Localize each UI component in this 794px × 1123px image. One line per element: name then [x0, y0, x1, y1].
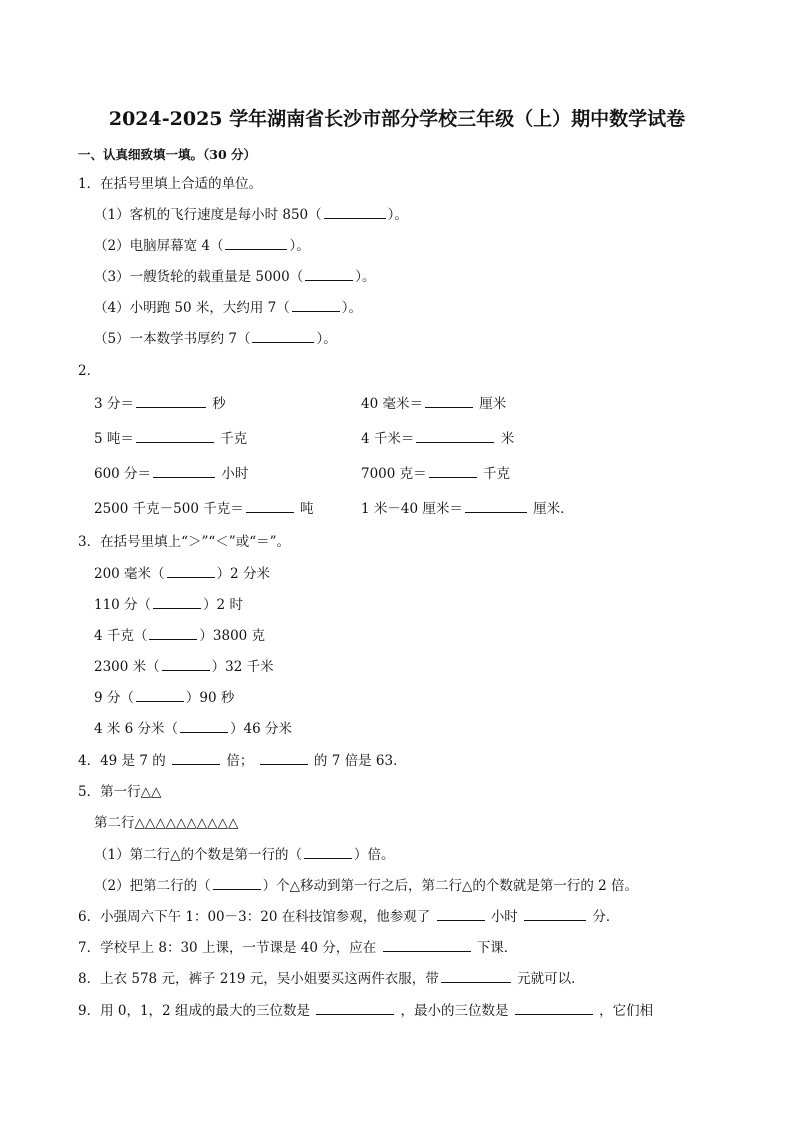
item-text: 秒	[212, 396, 226, 412]
question-2-right-4	[361, 499, 574, 518]
item-text: 吨	[300, 501, 314, 517]
item-text: （2）电脑屏幕宽 4（	[94, 238, 224, 254]
question-5-row1: 5．第一行△△	[78, 784, 162, 800]
item-text: （5）一本数学书厚约 7（	[94, 331, 251, 347]
question-1-item-1	[94, 205, 408, 224]
item-text: 110 分（	[94, 597, 152, 613]
item-text: 厘米	[479, 396, 507, 412]
answer-blank[interactable]	[441, 969, 511, 983]
item-text: ）倍。	[353, 847, 395, 863]
question-2-right-1	[361, 394, 506, 413]
item-text: 厘米．	[533, 501, 574, 517]
question-2-left-2	[94, 429, 247, 448]
item-text: 6．小强周六下午 1：00－3：20 在科技馆参观，他参观了	[78, 909, 431, 925]
item-text: 下课．	[476, 940, 518, 956]
question-3-stem: 3．在括号里填上“＞”“＜”或“＝”。	[78, 534, 290, 550]
item-text: 8．上衣 578 元，裤子 219 元，吴小姐要买这两件衣服，带	[78, 971, 439, 987]
item-text: 4 米 6 分米（	[94, 721, 179, 737]
question-2-left-4	[94, 499, 314, 518]
item-text: ）。	[289, 238, 310, 254]
question-1-stem: 1．在括号里填上合适的单位。	[78, 176, 263, 192]
answer-blank[interactable]	[213, 876, 261, 890]
item-text: 分．	[592, 909, 620, 925]
answer-blank[interactable]	[425, 394, 473, 408]
question-1-item-4	[94, 298, 362, 317]
question-5-sub-2	[94, 876, 638, 895]
item-text: 小时	[221, 466, 249, 482]
answer-blank[interactable]	[162, 657, 210, 671]
answer-blank[interactable]	[149, 626, 197, 640]
item-text: ）。	[355, 269, 376, 285]
item-text: ，最小的三位数是	[400, 1003, 509, 1019]
answer-blank[interactable]	[153, 464, 215, 478]
answer-blank[interactable]	[136, 429, 214, 443]
item-text: 9 分（	[94, 690, 134, 706]
item-text: 4．49 是 7 的	[78, 753, 166, 769]
question-4	[78, 751, 407, 770]
answer-blank[interactable]	[252, 329, 314, 343]
item-text: 2500 千克－500 千克＝	[94, 501, 244, 517]
item-text: ）。	[387, 207, 408, 223]
answer-blank[interactable]	[153, 595, 201, 609]
question-5-row2: 第二行△△△△△△△△△△	[94, 815, 239, 831]
item-text: （2）把第二行的（	[94, 878, 211, 894]
answer-blank[interactable]	[172, 751, 220, 765]
answer-blank[interactable]	[292, 298, 340, 312]
item-text: ）32 千米	[211, 659, 274, 675]
question-1-item-2	[94, 236, 310, 255]
question-1-item-3	[94, 267, 376, 286]
question-9	[78, 1001, 653, 1020]
page-title: 2024-2025 学年湖南省长沙市部分学校三年级（上）期中数学试卷	[108, 108, 686, 130]
item-text: 7000 克＝	[361, 466, 427, 482]
answer-blank[interactable]	[180, 719, 228, 733]
answer-blank[interactable]	[416, 429, 494, 443]
item-text: ）。	[316, 331, 337, 347]
answer-blank[interactable]	[136, 688, 184, 702]
question-2-left-3	[94, 464, 248, 483]
answer-blank[interactable]	[316, 1001, 394, 1015]
answer-blank[interactable]	[383, 938, 471, 952]
answer-blank[interactable]	[225, 236, 287, 250]
item-text: 1 米－40 厘米＝	[361, 501, 463, 517]
item-text: 小时	[490, 909, 518, 925]
item-text: ）90 秒	[185, 690, 235, 706]
answer-blank[interactable]	[167, 564, 215, 578]
answer-blank[interactable]	[324, 205, 386, 219]
item-text: 千克	[220, 431, 248, 447]
question-7	[78, 938, 517, 957]
item-text: 的 7 倍是 63．	[313, 753, 407, 769]
answer-blank[interactable]	[260, 751, 308, 765]
item-text: ）2 分米	[216, 566, 270, 582]
answer-blank[interactable]	[429, 464, 477, 478]
item-text: 4 千米＝	[361, 431, 415, 447]
question-6	[78, 907, 619, 926]
question-3-item-2	[94, 595, 243, 614]
item-text: 5 吨＝	[94, 431, 134, 447]
item-text: ，它们相	[599, 1003, 654, 1019]
item-text: （1）客机的飞行速度是每小时 850（	[94, 207, 322, 223]
question-2-right-3	[361, 464, 510, 483]
answer-blank[interactable]	[246, 499, 294, 513]
item-text: ）2 时	[203, 597, 243, 613]
item-text: （1）第二行△的个数是第一行的（	[94, 847, 302, 863]
item-text: ）。	[341, 300, 362, 316]
section-heading: 一、认真细致填一填。（30 分）	[78, 147, 256, 162]
question-3-item-4	[94, 657, 274, 676]
question-8	[78, 969, 585, 988]
question-1-item-5	[94, 329, 337, 348]
answer-blank[interactable]	[465, 499, 527, 513]
item-text: 7．学校早上 8：30 上课，一节课是 40 分，应在	[78, 940, 377, 956]
question-2-left-1	[94, 394, 226, 413]
item-text: 米	[500, 431, 515, 447]
item-text: （4）小明跑 50 米，大约用 7（	[94, 300, 290, 316]
item-text: ）46 分米	[230, 721, 293, 737]
answer-blank[interactable]	[437, 907, 485, 921]
item-text: 40 毫米＝	[361, 396, 423, 412]
item-text: 4 千克（	[94, 628, 148, 644]
item-text: ）个△移动到第一行之后，第二行△的个数就是第一行的 2 倍。	[262, 878, 639, 894]
answer-blank[interactable]	[136, 394, 206, 408]
item-text: 2300 米（	[94, 659, 160, 675]
item-text: 倍；	[226, 753, 254, 769]
question-3-item-6	[94, 719, 292, 738]
answer-blank[interactable]	[515, 1001, 593, 1015]
item-text: 3 分＝	[94, 396, 134, 412]
item-text: 千克	[482, 466, 510, 482]
answer-blank[interactable]	[305, 267, 353, 281]
question-3-item-1	[94, 564, 270, 583]
question-2-right-2	[361, 429, 514, 448]
answer-blank[interactable]	[524, 907, 586, 921]
question-3-item-3	[94, 626, 265, 645]
item-text: 9．用 0，1，2 组成的最大的三位数是	[78, 1003, 310, 1019]
item-text: 600 分＝	[94, 466, 152, 482]
item-text: 元就可以．	[517, 971, 585, 987]
answer-blank[interactable]	[304, 845, 352, 859]
item-text: 200 毫米（	[94, 566, 165, 582]
question-5-sub-1	[94, 845, 394, 864]
item-text: （3）一艘货轮的载重量是 5000（	[94, 269, 304, 285]
question-2-stem: 2．	[78, 363, 101, 379]
item-text: ）3800 克	[199, 628, 266, 644]
question-3-item-5	[94, 688, 234, 707]
